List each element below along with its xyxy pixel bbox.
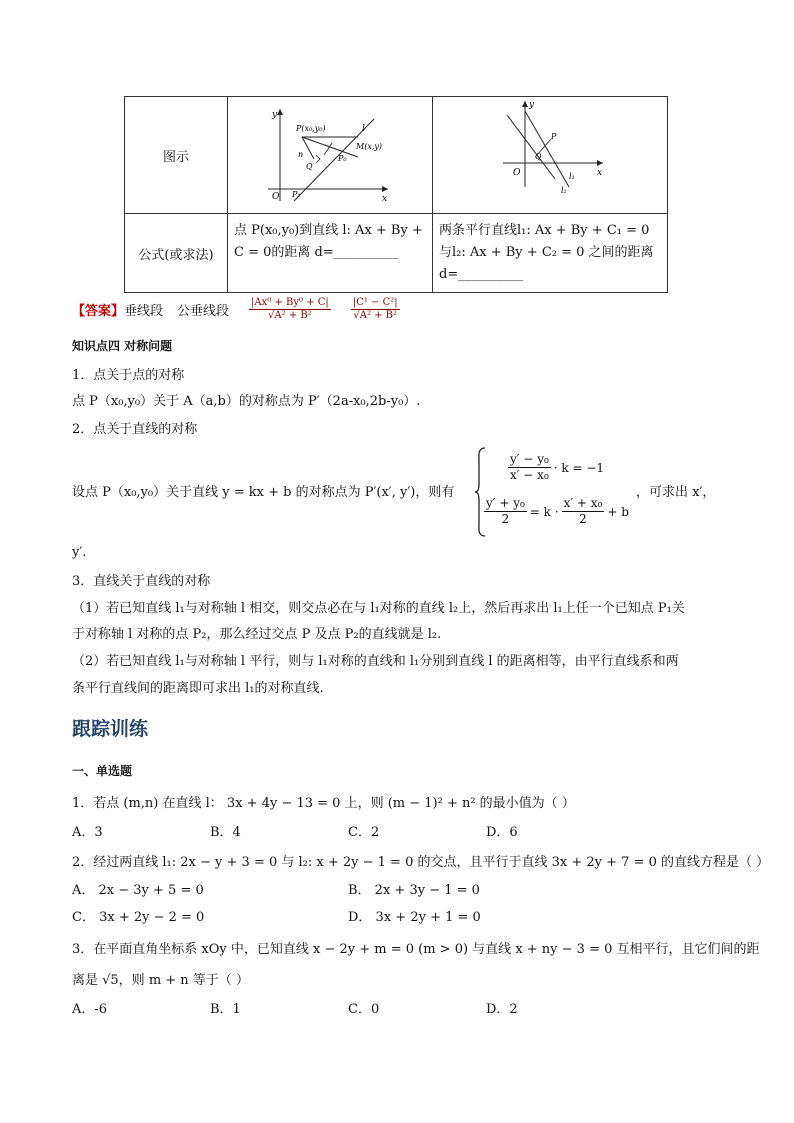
eq2-fraction-right (562, 496, 605, 527)
eq2-fraction-left (484, 496, 527, 527)
answer-1: 垂线段 (124, 304, 164, 319)
eq2-mid: = k · (529, 504, 559, 519)
equation-system (474, 446, 644, 538)
training-title: 跟踪训练 (72, 718, 149, 740)
kp4-s1-heading: 1．点关于点的对称 (72, 368, 185, 383)
question-3-line-2: 离是 √5，则 m + n 等于（ ） (72, 973, 249, 988)
fig1-p0-label: P₀ (338, 154, 347, 163)
q1-option-b[interactable]: B．4 (210, 825, 241, 840)
answer-formula-1-den: √A² + B² (268, 310, 312, 321)
eq2-rhs: + b (607, 504, 629, 519)
kp4-s3-p2-a: （2）若已知直线 l₁与对称轴 l 平行，则与 l₁对称的直线和 l₁分别到直线 l 的距离相等，由平行直线系和两 (72, 654, 679, 669)
fig2-l2-label: l₂ (561, 186, 567, 195)
fig2-origin-label: O (513, 168, 521, 178)
answer-formula-2-num: |C¹ − C²| (352, 297, 398, 308)
question-1: 1．若点 (m,n) 在直线 l： 3x + 4y − 13 = 0 上，则 (m − 1)² + n² 的最小值为（ ） (72, 796, 575, 811)
fig1-p1-label: P₁ (292, 190, 301, 199)
eq1-den: x′ − x₀ (510, 468, 549, 482)
q2-option-c[interactable]: C． 3x + 2y − 2 = 0 (72, 910, 205, 925)
question-2: 2．经过两直线 l₁: 2x − y + 3 = 0 与 l₂: x + 2y − 1 = 0 的交点，且平行于直线 3x + 2y + 7 = 0 的直线方程是（ ） (72, 855, 770, 870)
formula-point-line: 点 P(x₀,y₀)到直线 l: Ax + By + C = 0的距离 d=__________ (228, 214, 433, 293)
answer-formula-2 (351, 297, 400, 322)
eq1-rhs: · k = −1 (553, 460, 605, 475)
fig2-x-label: x (597, 168, 603, 178)
eq1-fraction (508, 452, 551, 483)
equation-1 (508, 452, 604, 483)
kp4-s3-p2-b: 条平行直线间的距离即可求出 l₁的对称直线. (72, 681, 324, 696)
fig2-p-label: P (551, 132, 557, 141)
eq2-num2: x′ + x₀ (563, 496, 603, 510)
part-title: 一、单选题 (72, 764, 133, 778)
equation-2 (484, 496, 629, 527)
eq2-den2: 2 (579, 512, 587, 526)
kp4-s2-text-a: 设点 P（x₀,y₀）关于直线 y = kx + b 的对称点为 P′(x′, y′)，则有 (72, 485, 455, 500)
q1-option-d[interactable]: D．6 (486, 825, 518, 840)
kp4-s3-p1-a: （1）若已知直线 l₁与对称轴 l 相交，则交点必在与 l₁对称的直线 l₂上，然后再求出 l₁上任一个已知点 P₁关 (72, 601, 685, 616)
fig1-origin-label: O (272, 192, 280, 202)
figure-point-line (228, 97, 433, 214)
q3-option-d[interactable]: D．2 (486, 1002, 518, 1017)
q2-option-a[interactable]: A． 2x − 3y + 5 = 0 (72, 883, 204, 898)
parallel-lines-diagram (433, 97, 667, 209)
answer-line (72, 297, 400, 322)
row-label-figure: 图示 (125, 97, 228, 214)
kp4-s3-heading: 3．直线关于直线的对称 (72, 574, 211, 589)
answer-2: 公垂线段 (177, 304, 230, 319)
answer-formula-1-num: |Ax⁰ + By⁰ + C| (251, 297, 329, 308)
kp4-s3-p1-b: 于对称轴 l 对称的点 P₂，那么经过交点 P 及点 P₂的直线就是 l₂. (72, 627, 442, 642)
kp4-s2-text-b: ，可求出 x′， (636, 485, 716, 500)
fig1-m-label: M(x,y) (356, 142, 383, 151)
row-label-formula: 公式(或求法) (125, 214, 228, 293)
q3-option-a[interactable]: A．-6 (72, 1002, 108, 1017)
fig1-line-l-label: l (362, 124, 365, 134)
formula-parallel-lines: 两条平行直线l₁: Ax + By + C₁ = 0与l₂: Ax + By + C₂ = 0 之间的距离 d=__________ (433, 214, 668, 293)
fig2-l1-label: l₁ (569, 172, 575, 181)
answer-tag: 【答案】 (72, 304, 125, 319)
eq1-num: y′ − y₀ (510, 452, 549, 466)
eq2-num: y′ + y₀ (486, 496, 525, 510)
answer-formula-2-den: √A² + B² (353, 310, 398, 321)
q3-option-b[interactable]: B．1 (210, 1002, 241, 1017)
q2-option-d[interactable]: D． 3x + 2y + 1 = 0 (348, 910, 481, 925)
formula-table (124, 96, 668, 293)
kp4-s1-text: 点 P（x₀,y₀）关于 A（a,b）的对称点为 P′（2a-x₀,2b-y₀）. (72, 394, 421, 409)
kp4-s2-heading: 2．点关于直线的对称 (72, 422, 198, 437)
fig1-q-label: Q (306, 162, 313, 171)
point-line-distance-diagram (228, 97, 432, 209)
eq2-den: 2 (501, 512, 510, 526)
fig2-y-label: y (529, 100, 535, 110)
fig1-y-label: y (272, 110, 278, 120)
answer-formula-1 (249, 297, 331, 322)
q1-option-a[interactable]: A．3 (72, 825, 103, 840)
q1-option-c[interactable]: C．2 (348, 825, 380, 840)
q3-option-c[interactable]: C．0 (348, 1002, 380, 1017)
kp4-s2-text-c: y′. (72, 545, 87, 560)
kp4-title: 知识点四 对称问题 (72, 339, 173, 353)
fig2-q-label: Q (535, 152, 542, 161)
fig1-n-label: n (298, 150, 304, 159)
question-3-line-1: 3．在平面直角坐标系 xOy 中，已知直线 x − 2y + m = 0 (m > 0) 与直线 x + ny − 3 = 0 互相平行，且它们间的距 (72, 942, 760, 957)
q2-option-b[interactable]: B． 2x + 3y − 1 = 0 (348, 883, 480, 898)
fig1-point-p-label: P(x₀,y₀) (296, 124, 326, 133)
fig1-x-label: x (382, 194, 388, 204)
figure-parallel-lines (433, 97, 668, 214)
